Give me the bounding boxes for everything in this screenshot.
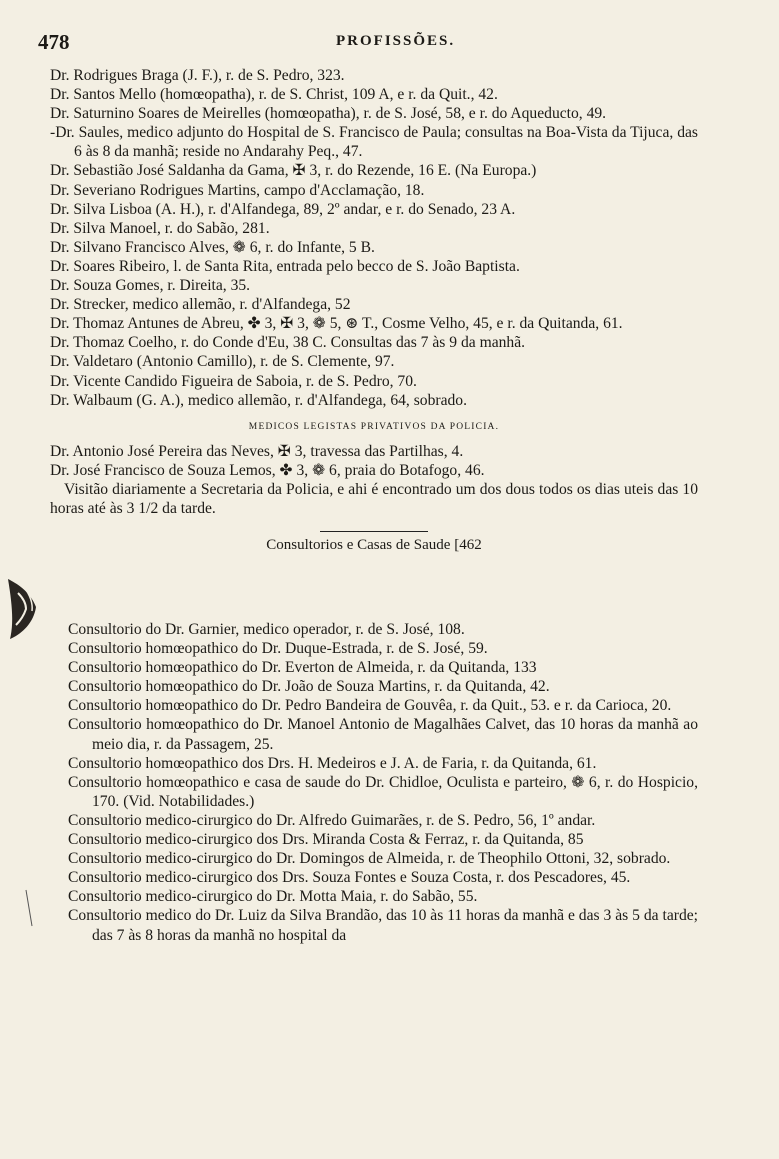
list-item: Dr. Rodrigues Braga (J. F.), r. de S. Pedro, 323. [50, 67, 345, 84]
ink-blot-icon [4, 573, 40, 643]
list-item: Consultorio homœopathico do Dr. Pedro Bandeira de Gouvêa, r. da Quit., 53. e r. da Carioca, 20. [68, 697, 672, 715]
running-title: PROFISSÕES. [336, 33, 456, 49]
list-item: Dr. Saturnino Soares de Meirelles (homœopatha), r. de S. José, 58, e r. do Aqueducto, 49. [50, 105, 607, 123]
section-heading-consultorios: Consultorios e Casas de Saude [462 [266, 537, 482, 554]
list-item: Dr. Silva Lisboa (A. H.), r. d'Alfandega, 89, 2º andar, e r. do Senado, 23 A. [50, 200, 516, 218]
list-item: Dr. José Francisco de Souza Lemos, ✤ 3, ❁ 6, praia do Botafogo, 46. [50, 461, 485, 479]
list-item: Dr. Silva Manoel, r. do Sabão, 281. [50, 219, 270, 237]
page-number: 478 [38, 30, 70, 54]
page-header [38, 30, 738, 58]
list-item: Consultorio medico do Dr. Luiz da Silva Brandão, das 10 às 11 horas da manhã e das 3 às 5 da tarde; das 7 às 8 horas da manhã no hospital da [68, 907, 698, 944]
consultorios-list [68, 620, 698, 945]
physicians-list [50, 66, 698, 557]
list-item: Consultorio do Dr. Garnier, medico operador, r. de S. José, 108. [68, 621, 465, 638]
list-item: Consultorio homœopathico do Dr. Manoel Antonio de Magalhães Calvet, das 10 horas da manhã ao meio dia, r. da Passagem, 25. [68, 716, 698, 753]
list-item: Dr. Sebastião José Saldanha da Gama, ✠ 3, r. do Rezende, 16 E. (Na Europa.) [50, 162, 537, 180]
list-item: Consultorio homœopathico do Dr. Everton de Almeida, r. da Quitanda, 133 [68, 659, 537, 677]
list-item: Consultorio homœopathico dos Drs. H. Medeiros e J. A. de Faria, r. da Quitanda, 61. [68, 754, 597, 772]
list-item: Dr. Santos Mello (homœopatha), r. de S. Christ, 109 A, e r. da Quit., 42. [50, 86, 498, 104]
list-item: Consultorio medico-cirurgico dos Drs. Souza Fontes e Souza Costa, r. dos Pescadores, 45. [68, 869, 631, 887]
list-item: Dr. Thomaz Antunes de Abreu, ✤ 3, ✠ 3, ❁ 5, ⊛ T., Cosme Velho, 45, e r. da Quitanda, 61. [50, 315, 623, 333]
list-item: Dr. Silvano Francisco Alves, ❁ 6, r. do Infante, 5 B. [50, 238, 375, 256]
list-item: Dr. Souza Gomes, r. Direita, 35. [50, 277, 251, 295]
list-item: Consultorio homœopathico do Dr. Duque-Estrada, r. de S. José, 59. [68, 640, 488, 658]
section-note: Visitão diariamente a Secretaria da Policia, e ahi é encontrado um dos dous todos os dias uteis das 10 horas até às 3 1/2 da tarde. [50, 480, 698, 518]
margin-stroke-icon [24, 888, 34, 928]
section-divider [320, 531, 428, 532]
list-item: Consultorio homœopathico do Dr. João de Souza Martins, r. da Quitanda, 42. [68, 678, 550, 696]
list-item: Consultorio medico-cirurgico dos Drs. Miranda Costa & Ferraz, r. da Quitanda, 85 [68, 831, 584, 849]
list-item: Dr. Thomaz Coelho, r. do Conde d'Eu, 38 C. Consultas das 7 às 9 da manhã. [50, 334, 526, 352]
list-item: Consultorio medico-cirurgico do Dr. Domingos de Almeida, r. de Theophilo Ottoni, 32, sobrado. [68, 850, 671, 868]
list-item: Dr. Valdetaro (Antonio Camillo), r. de S. Clemente, 97. [50, 353, 395, 371]
list-item: Dr. Vicente Candido Figueira de Saboia, r. de S. Pedro, 70. [50, 372, 417, 390]
list-item: Consultorio medico-cirurgico do Dr. Motta Maia, r. do Sabão, 55. [68, 888, 478, 906]
list-item: Dr. Severiano Rodrigues Martins, campo d'Acclamação, 18. [50, 181, 425, 199]
list-item: Dr. Antonio José Pereira das Neves, ✠ 3, travessa das Partilhas, 4. [50, 442, 464, 460]
list-item: Dr. Soares Ribeiro, l. de Santa Rita, entrada pelo becco de S. João Baptista. [50, 257, 520, 275]
section-heading-police: MEDICOS LEGISTAS PRIVATIVOS DA POLICIA. [248, 421, 500, 432]
list-item: Consultorio homœopathico e casa de saude do Dr. Chidloe, Oculista e parteiro, ❁ 6, r. do Hospicio, 170. (Vid. Notabilidades.) [68, 773, 698, 810]
list-item: Consultorio medico-cirurgico do Dr. Alfredo Guimarães, r. de S. Pedro, 56, 1º andar. [68, 811, 596, 829]
list-item: Dr. Walbaum (G. A.), medico allemão, r. d'Alfandega, 64, sobrado. [50, 391, 467, 409]
list-item: Dr. Strecker, medico allemão, r. d'Alfandega, 52 [50, 296, 351, 314]
list-item: -Dr. Saules, medico adjunto do Hospital de S. Francisco de Paula; consultas na Boa-Vista da Tijuca, das 6 às 8 da manhã; reside no Andarahy Peq., 47. [50, 124, 698, 161]
